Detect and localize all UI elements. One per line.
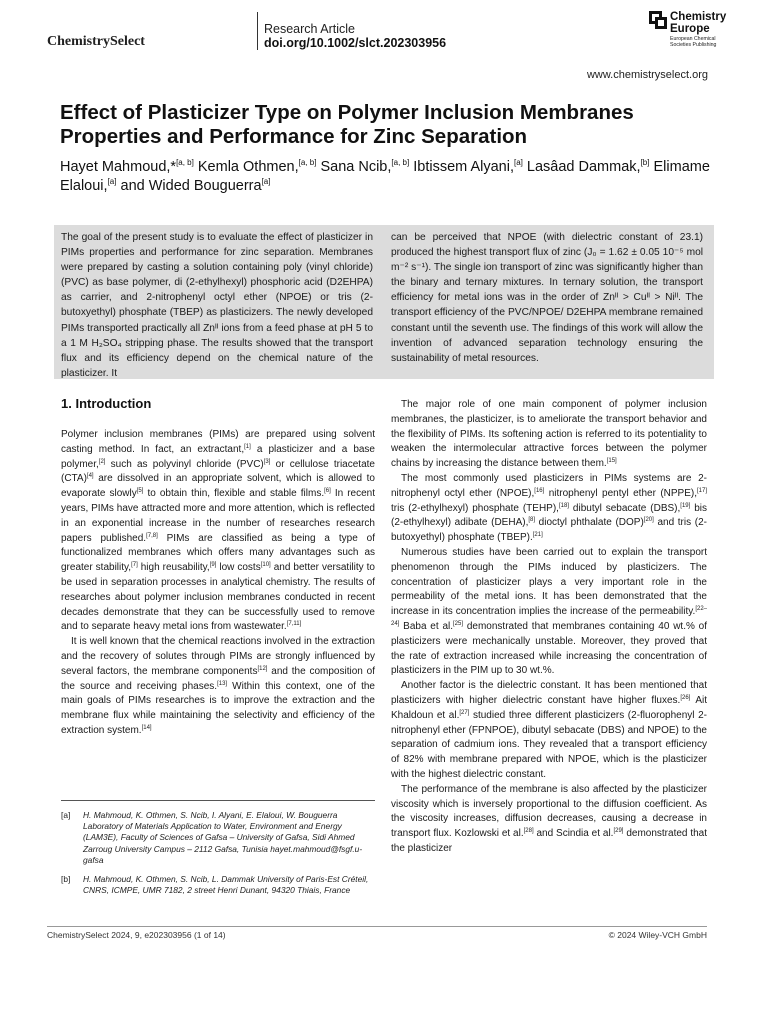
text-run: and better versatility to be used in separation processes in analytical chemistry. The results of researches about polymer inclusion membranes conducted in recent decades demonstrate that they can be successfully used to remove and to separate heavy metal ions from wastewater. bbox=[61, 562, 375, 633]
citation-ref[interactable]: [6] bbox=[324, 488, 331, 495]
author-name: Hayet Mahmoud,* bbox=[60, 159, 177, 175]
citation-ref[interactable]: [3] bbox=[263, 458, 271, 465]
doi-link[interactable]: doi.org/10.1002/slct.202303956 bbox=[264, 36, 447, 50]
citation-ref[interactable]: [7,11] bbox=[286, 621, 302, 628]
publisher-logo-text: Chemistry Europe bbox=[670, 11, 727, 35]
author-name: Kemla Othmen, bbox=[197, 159, 299, 175]
citation-ref[interactable]: [22–24] bbox=[391, 606, 707, 627]
citation-ref[interactable]: [28] bbox=[523, 828, 534, 835]
footnote-affiliation-b: [b] H. Mahmoud, K. Othmen, S. Ncib, L. Dammak University of Paris-Est Créteil, CNRS, ICMPE, UMR 7182, 2 street Henri Dunant, 94320 Thiais, France bbox=[61, 874, 369, 896]
article-type: Research Article bbox=[264, 22, 356, 36]
citation-ref[interactable]: [29] bbox=[613, 828, 624, 835]
paragraph bbox=[391, 783, 707, 857]
text-run: dioctyl phthalate (DOP) bbox=[535, 517, 644, 529]
citation-ref[interactable]: [18] bbox=[558, 502, 569, 509]
citation-ref[interactable]: [1] bbox=[244, 443, 251, 450]
text-run: and Scindia et al. bbox=[533, 828, 614, 840]
text-run: PIMs are classified as being a type of functionalized membranes which offers many advantages such as greater stability, bbox=[61, 532, 376, 574]
citation-ref[interactable]: [4] bbox=[86, 473, 94, 480]
text-run: It is well known that the chemical reactions involved in the extraction and the recovery of solutes through PIMs are strongly influenced by several factors, the membrane components bbox=[61, 636, 375, 677]
citation-ref[interactable]: [15] bbox=[606, 458, 617, 465]
text-run: Ait Khaldoun et al. bbox=[391, 694, 707, 721]
author-affiliation-mark: [a] bbox=[107, 177, 117, 186]
footer-citation: ChemistrySelect 2024, 9, e202303956 (1 of 14) bbox=[47, 930, 226, 940]
paragraph bbox=[391, 679, 707, 783]
text-run: dibutyl sebacate (DBS), bbox=[568, 502, 681, 514]
citation-ref[interactable]: [26] bbox=[680, 694, 691, 701]
text-run: and tris (2-butoxyethyl) phosphate (TBEP). bbox=[391, 517, 707, 544]
text-run: and the composition of the source and receiving phases. bbox=[61, 665, 375, 692]
footer-divider bbox=[47, 926, 707, 927]
section-heading-introduction: 1. Introduction bbox=[61, 396, 152, 411]
author-affiliation-mark: [b] bbox=[640, 158, 650, 167]
text-run: The major role of one main component of polymer inclusion membranes, the plasticizer, is to ameliorate the transport behavior and the flexibility of PIMs. Its softening action is referred to its potentiality to weaken the intermolecular attractive forces between the polymer chains by increasing the distance between them. bbox=[391, 399, 707, 470]
citation-ref[interactable]: [9] bbox=[209, 562, 217, 569]
footer-copyright: © 2024 Wiley-VCH GmbH bbox=[608, 930, 707, 940]
text-run: or cellulose triacetate (CTA) bbox=[61, 458, 375, 485]
text-run: low costs bbox=[216, 562, 261, 574]
author-affiliation-mark: [a] bbox=[261, 177, 271, 186]
citation-ref[interactable]: [5] bbox=[136, 488, 144, 495]
citation-ref[interactable]: [7] bbox=[131, 562, 138, 569]
text-run: demonstrated that the plasticizer bbox=[391, 828, 708, 854]
text-run: bis (2-ethylhexyl) adibate (DEHA), bbox=[391, 502, 708, 529]
article-title: Effect of Plasticizer Type on Polymer Inclusion Membranes Properties and Performance for Zinc Separation bbox=[60, 101, 634, 148]
abstract-left-column: The goal of the present study is to evaluate the effect of plasticizer in PIMs properties and performance for zinc separation. Membranes were prepared by casting a solution containing poly (vinyl chloride) (PVC) as base polymer, di (2-ethylhexyl) phosphoric acid (D2EHPA) as carrier, and 2-nitrophenyl octyl ether (NPOE) or tris (2-butoxyethyl) phosphate (TBEP) as plasticizers. The newly developed PIMs transported practically all Znᴵᴵ ions from a feed phase at pH 5 to a 1 M H₂SO₄ stripping phase. The results showed that the transport flux and its efficiency depend on the chemical nature of the plasticizer. It bbox=[61, 232, 373, 379]
text-run: In recent years, PIMs have attracted more and more attention, which is reflected in an exponential increase in the number of researches research papers published. bbox=[61, 488, 375, 544]
author-affiliation-mark: [a, b] bbox=[391, 158, 410, 167]
text-run: high reusability, bbox=[137, 562, 210, 574]
text-run: Another factor is the dielectric constant. It has been mentioned that plasticizers with higher dielectric constant have higher fluxes. bbox=[391, 680, 707, 706]
text-run: a plasticizer and a base polymer, bbox=[61, 443, 375, 470]
text-run: are dissolved in an appropriate solvent, which is allowed to evaporate slowly bbox=[61, 473, 375, 500]
text-run: to obtain thin, flexible and stable films. bbox=[143, 488, 325, 500]
left-body-column bbox=[61, 428, 375, 739]
footnote-divider bbox=[61, 800, 375, 801]
author-affiliation-mark: [a] bbox=[513, 158, 523, 167]
text-run: tris (2-ethylhexyl) phosphate (TEHP), bbox=[391, 502, 559, 514]
citation-ref[interactable]: [20] bbox=[643, 517, 654, 524]
author-affiliation-mark: [a, b] bbox=[298, 158, 317, 167]
author-name: Lasâad Dammak, bbox=[526, 159, 641, 175]
citation-ref[interactable]: [14] bbox=[141, 724, 152, 731]
chemistry-europe-logo-icon bbox=[648, 10, 668, 40]
paragraph bbox=[61, 428, 375, 635]
author-list bbox=[60, 158, 740, 196]
citation-ref[interactable]: [10] bbox=[260, 562, 271, 569]
text-run: The most commonly used plasticizers in PIMs systems are 2-nitrophenyl octyl ether (NPOE), bbox=[391, 472, 707, 499]
author-name: Elimame Elaloui, bbox=[60, 159, 710, 194]
right-body-column bbox=[391, 398, 707, 857]
text-run: studied three different plasticizers (2-fluorophenyl 2-nitrophenyl ether (FPNPOE), dibutyl sebacate (DBS) and NPOE) to the separation of cadmium ions. They revealed that a transport efficiency of 82% with membrane prepared with NPOE, which is the plasticizer with the highest dielectric constant. bbox=[391, 709, 707, 780]
footnote-affiliation-a: [a] H. Mahmoud, K. Othmen, S. Ncib, I. Alyani, E. Elaloui, W. Bouguerra Laboratory of Materials Application to Water, Environment and Energy (LAM3E), Faculty of Sciences of Gafsa – University of Gafsa, Sidi Ahmed Zarroug University Campus – 2112 Gafsa, Tunisia hayet.mahmoud@fsgf.u-gafsa bbox=[61, 810, 363, 865]
paragraph bbox=[391, 472, 707, 546]
citation-ref[interactable]: [27] bbox=[459, 709, 470, 716]
text-run: Polymer inclusion membranes (PIMs) are prepared using solvent casting method. In fact, an extractant, bbox=[61, 429, 375, 455]
citation-ref[interactable]: [13] bbox=[217, 680, 228, 687]
citation-ref[interactable]: [21] bbox=[532, 532, 543, 539]
text-run: such as polyvinyl chloride (PVC) bbox=[105, 458, 264, 470]
text-run: Numerous studies have been carried out to explain the transport phenomenon through the PIMs induced by plasticizers. The concentration of plasticizer plays a very important role in the permeability of the metal ions. It has been demonstrated that the increase in its concentration implies the increase of the permeability. bbox=[391, 546, 707, 618]
text-run: Baba et al. bbox=[399, 620, 454, 632]
text-run: demonstrated that membranes containing 40 wt.% of plasticizers were mechanically unstable. Moreover, they proved that the rate of extraction increased while increasing the concentration of plasticizers in the PIM up to 30 wt.%. bbox=[391, 620, 708, 677]
website-link[interactable]: www.chemistryselect.org bbox=[586, 69, 708, 81]
journal-name: ChemistrySelect bbox=[47, 34, 145, 49]
author-name: Ibtissem Alyani, bbox=[413, 159, 514, 175]
author-affiliation-mark: [a, b] bbox=[176, 158, 194, 167]
paragraph bbox=[391, 546, 707, 679]
citation-ref[interactable]: [7,8] bbox=[146, 532, 158, 539]
paragraph bbox=[391, 398, 707, 472]
citation-ref[interactable]: [25] bbox=[453, 620, 464, 627]
abstract-right-column: can be perceived that NPOE (with dielectric constant of 23.1) produced the highest transport flux of zinc (J₀ = 1.62 ± 0.05 10⁻⁵ mol m⁻² s⁻¹). The single ion transport of zinc was significantly higher than the binary and ternary mixtures. In ternary solution, the transport efficiency for metal ions was in the order of Znᴵᴵ > Cuᴵᴵ > Niᴵᴵ. The transport efficiency of the PVC/NPOE/ D2EHPA membrane remained constant until the seventh use. The findings of this work will allow the invention of advanced separation technology ensuring the sustainability of metal resources. bbox=[391, 232, 703, 364]
author-name: Sana Ncib, bbox=[320, 159, 392, 175]
publisher-subtitle: European Chemical Societies Publishing bbox=[670, 36, 717, 48]
citation-ref[interactable]: [2] bbox=[98, 458, 106, 465]
author-name: and Wided Bouguerra bbox=[120, 178, 262, 194]
text-run: The performance of the membrane is also affected by the plasticizer viscosity which is inversely proportional to the diffusion coefficient. As the viscosity increases, diffusion decreases, causing a decrease in transport flux. Kozlowski et al. bbox=[391, 783, 707, 840]
text-run: Within this context, one of the main goals of PIMs researches is to improve the extraction and the membrane flux while maintaining the selectivity and efficiency of the extraction system. bbox=[61, 680, 375, 736]
citation-ref[interactable]: [12] bbox=[257, 665, 268, 672]
citation-ref[interactable]: [19] bbox=[680, 502, 691, 509]
text-run: nitrophenyl pentyl ether (NPPE), bbox=[544, 487, 697, 499]
paragraph bbox=[61, 635, 375, 739]
header-divider bbox=[257, 12, 258, 50]
citation-ref[interactable]: [17] bbox=[697, 487, 708, 494]
citation-ref[interactable]: [8] bbox=[528, 517, 536, 524]
citation-ref[interactable]: [16] bbox=[534, 487, 545, 494]
